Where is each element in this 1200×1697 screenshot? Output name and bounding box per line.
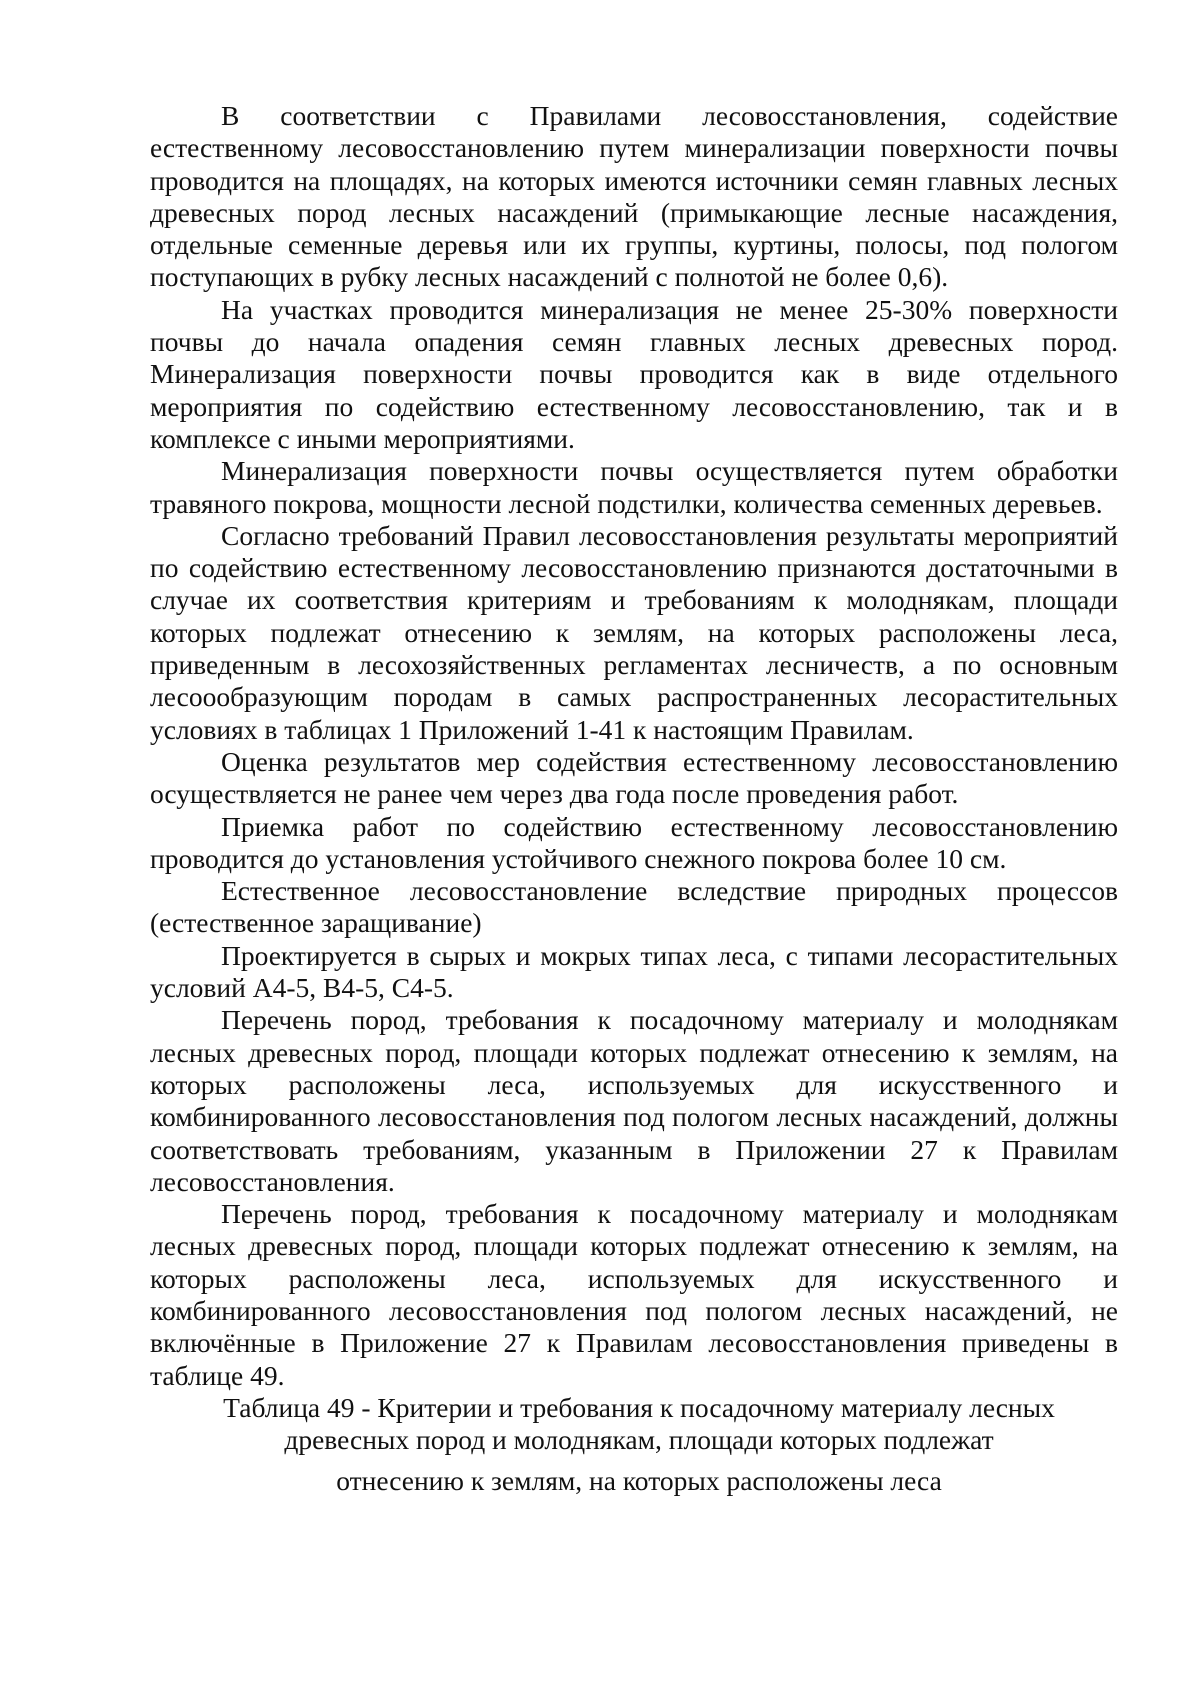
document-page [150, 100, 1118, 1498]
table-caption-line-3: отнесению к землям, на которых расположены леса [336, 1465, 942, 1497]
paragraph-results-criteria: Согласно требований Правил лесовосстановления результаты мероприятий по содействию естественному лесовосстановлению признаются достаточными в случае их соответствия критериям и требованиям к молоднякам, площади которых подлежат отнесению к землям, на которых расположены леса, приведенным в лесохозяйственных регламентах лесничеств, а по основным лесоообразующим породам в самых распространенных лесорастительных условиях в таблицах 1 Приложений 1-41 к настоящим Правилам. [150, 519, 1118, 745]
paragraph-results-assessment: Оценка результатов мер содействия естественному лесовосстановлению осуществляется не ранее чем через два года после проведения работ. [150, 745, 1118, 810]
paragraph-mineralization-method: Минерализация поверхности почвы осуществляется путем обработки травяного покрова, мощности лесной подстилки, количества семенных деревьев. [150, 455, 1118, 519]
paragraph-species-list-table: Перечень пород, требования к посадочному материалу и молоднякам лесных древесных пород, площади которых подлежат отнесению к землям, на которых расположены леса, используемых для искусственного и комбинированного лесовосстановления под пологом лесных насаждений, не включённые в Приложение 27 к Правилам лесовосстановления приведены в таблице 49. [150, 1198, 1118, 1391]
paragraph-species-list-appendix: Перечень пород, требования к посадочному материалу и молоднякам лесных древесных пород, площади которых подлежат отнесению к землям, на которых расположены леса, используемых для искусственного и комбинированного лесовосстановления под пологом лесных насаждений, должны соответствовать требованиям, указанным в Приложении 27 к Правилам лесовосстановления. [150, 1004, 1118, 1197]
paragraph-mineralization-intro: В соответствии с Правилами лесовосстановления, содействие естественному лесовосстановлению путем минерализации поверхности почвы проводится на площадях, на которых имеются источники семян главных лесных древесных пород лесных насаждений (примыкающие лесные насаждения, отдельные семенные деревья или их группы, куртины, полосы, под пологом поступающих в рубку лесных насаждений с полнотой не более 0,6). [150, 100, 1118, 293]
table-caption [150, 1392, 1118, 1498]
table-caption-line-1: Таблица 49 - Критерии и требования к посадочному материалу лесных [223, 1391, 1055, 1423]
paragraph-mineralization-percent: На участках проводится минерализация не менее 25-30% поверхности почвы до начала опадения семян главных лесных древесных пород. Минерализация поверхности почвы проводится как в виде отдельного мероприятия по содействию естественному лесовосстановлению, так и в комплексе с иными мероприятиями. [150, 293, 1118, 454]
paragraph-work-acceptance: Приемка работ по содействию естественному лесовосстановлению проводится до установления устойчивого снежного покрова более 10 см. [150, 810, 1118, 874]
table-caption-line-2: древесных пород и молоднякам, площади которых подлежат [284, 1424, 994, 1456]
paragraph-natural-regeneration-conditions: Проектируется в сырых и мокрых типах леса, с типами лесорастительных условий А4-5, В4-5, С4-5. [150, 939, 1118, 1004]
paragraph-natural-regeneration-heading: Естественное лесовосстановление вследствие природных процессов (естественное заращивание) [150, 875, 1118, 939]
